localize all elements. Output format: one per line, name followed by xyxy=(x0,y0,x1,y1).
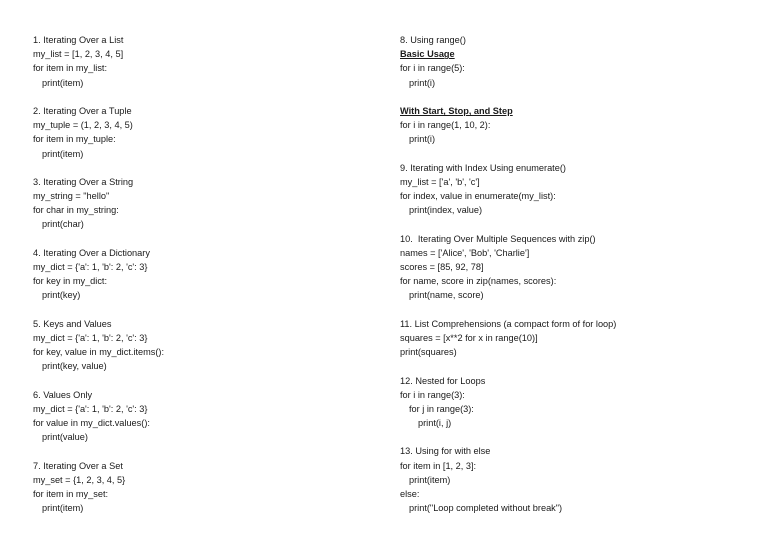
code-line: my_dict = {'a': 1, 'b': 2, 'c': 3} xyxy=(33,262,148,272)
section-title: 13. Using for with else xyxy=(400,446,491,457)
code-line: for char in my_string: xyxy=(33,205,119,216)
section-iterating-list xyxy=(33,33,373,90)
code-line: print("Loop completed without break") xyxy=(409,503,563,514)
code-line: for key in my_dict: xyxy=(33,276,108,287)
code-line: for item in my_list: xyxy=(33,63,108,74)
section-nested-loops xyxy=(400,374,740,431)
section-title: 6. Values Only xyxy=(33,389,93,400)
code-line: my_dict = {'a': 1, 'b': 2, 'c': 3} xyxy=(33,403,148,414)
code-line: for index, value in enumerate(my_list): xyxy=(400,191,556,202)
code-line: print(item) xyxy=(42,77,84,88)
code-line: my_list = [1, 2, 3, 4, 5] xyxy=(33,49,124,60)
section-title: 12. Nested for Loops xyxy=(400,375,486,386)
code-line: print(name, score) xyxy=(409,290,484,301)
section-title: 3. Iterating Over a String xyxy=(33,176,134,187)
code-line: print(i) xyxy=(409,77,436,88)
code-line: for j in range(3): xyxy=(409,403,474,414)
section-range-step xyxy=(400,104,740,147)
code-line: print(item) xyxy=(42,148,84,159)
section-keys-values xyxy=(33,317,373,374)
left-column xyxy=(33,33,373,530)
section-for-else xyxy=(400,444,740,515)
section-title: 10. Iterating Over Multiple Sequences with zip() xyxy=(400,233,596,244)
section-iterating-tuple xyxy=(33,104,373,161)
section-using-range xyxy=(400,33,740,90)
section-title: 11. List Comprehensions (a compact form of for loop) xyxy=(400,318,617,329)
code-line: for value in my_dict.values(): xyxy=(33,418,150,429)
section-iterating-set xyxy=(33,459,373,516)
code-line: print(char) xyxy=(42,219,84,230)
code-line: else: xyxy=(400,489,420,499)
code-line: for item in my_set: xyxy=(33,489,109,499)
code-line: print(index, value) xyxy=(409,205,483,216)
code-line: squares = [x**2 for x in range(10)] xyxy=(400,332,538,343)
code-line: for item in [1, 2, 3]: xyxy=(400,460,477,471)
section-title: 5. Keys and Values xyxy=(33,318,112,329)
code-line: for i in range(1, 10, 2): xyxy=(400,120,491,131)
code-line: my_list = ['a', 'b', 'c'] xyxy=(400,176,480,187)
code-line: names = ['Alice', 'Bob', 'Charlie'] xyxy=(400,247,530,258)
section-title: 7. Iterating Over a Set xyxy=(33,460,123,471)
section-list-comprehensions xyxy=(400,317,740,360)
code-line: my_tuple = (1, 2, 3, 4, 5) xyxy=(33,120,133,131)
section-title: 2. Iterating Over a Tuple xyxy=(33,105,132,116)
right-column xyxy=(400,33,740,530)
section-title: 4. Iterating Over a Dictionary xyxy=(33,247,150,258)
code-line: print(i, j) xyxy=(418,418,452,429)
section-title: 1. Iterating Over a List xyxy=(33,35,124,45)
code-line: print(key, value) xyxy=(42,361,107,372)
code-line: my_dict = {'a': 1, 'b': 2, 'c': 3} xyxy=(33,332,148,343)
code-line: my_set = {1, 2, 3, 4, 5} xyxy=(33,474,126,485)
section-title: 8. Using range() xyxy=(400,35,466,45)
code-line: print(squares) xyxy=(400,347,457,358)
subheading-start-stop-step: With Start, Stop, and Step xyxy=(400,105,513,116)
section-iterating-dictionary xyxy=(33,246,373,303)
section-zip xyxy=(400,232,740,303)
code-line: for name, score in zip(names, scores): xyxy=(400,276,557,287)
code-line: my_string = "hello" xyxy=(33,191,110,202)
code-line: print(value) xyxy=(42,432,88,443)
code-line: for i in range(3): xyxy=(400,389,465,400)
code-line: for key, value in my_dict.items(): xyxy=(33,347,165,358)
section-iterating-string xyxy=(33,175,373,232)
code-line: for i in range(5): xyxy=(400,63,465,74)
section-title: 9. Iterating with Index Using enumerate() xyxy=(400,162,566,173)
subheading-basic-usage: Basic Usage xyxy=(400,49,455,60)
code-line: print(item) xyxy=(42,503,84,514)
code-line: for item in my_tuple: xyxy=(33,134,116,145)
section-enumerate xyxy=(400,161,740,218)
code-line: scores = [85, 92, 78] xyxy=(400,262,484,272)
code-line: print(i) xyxy=(409,134,436,145)
code-line: print(item) xyxy=(409,474,451,485)
code-line: print(key) xyxy=(42,290,81,301)
section-values-only xyxy=(33,388,373,445)
